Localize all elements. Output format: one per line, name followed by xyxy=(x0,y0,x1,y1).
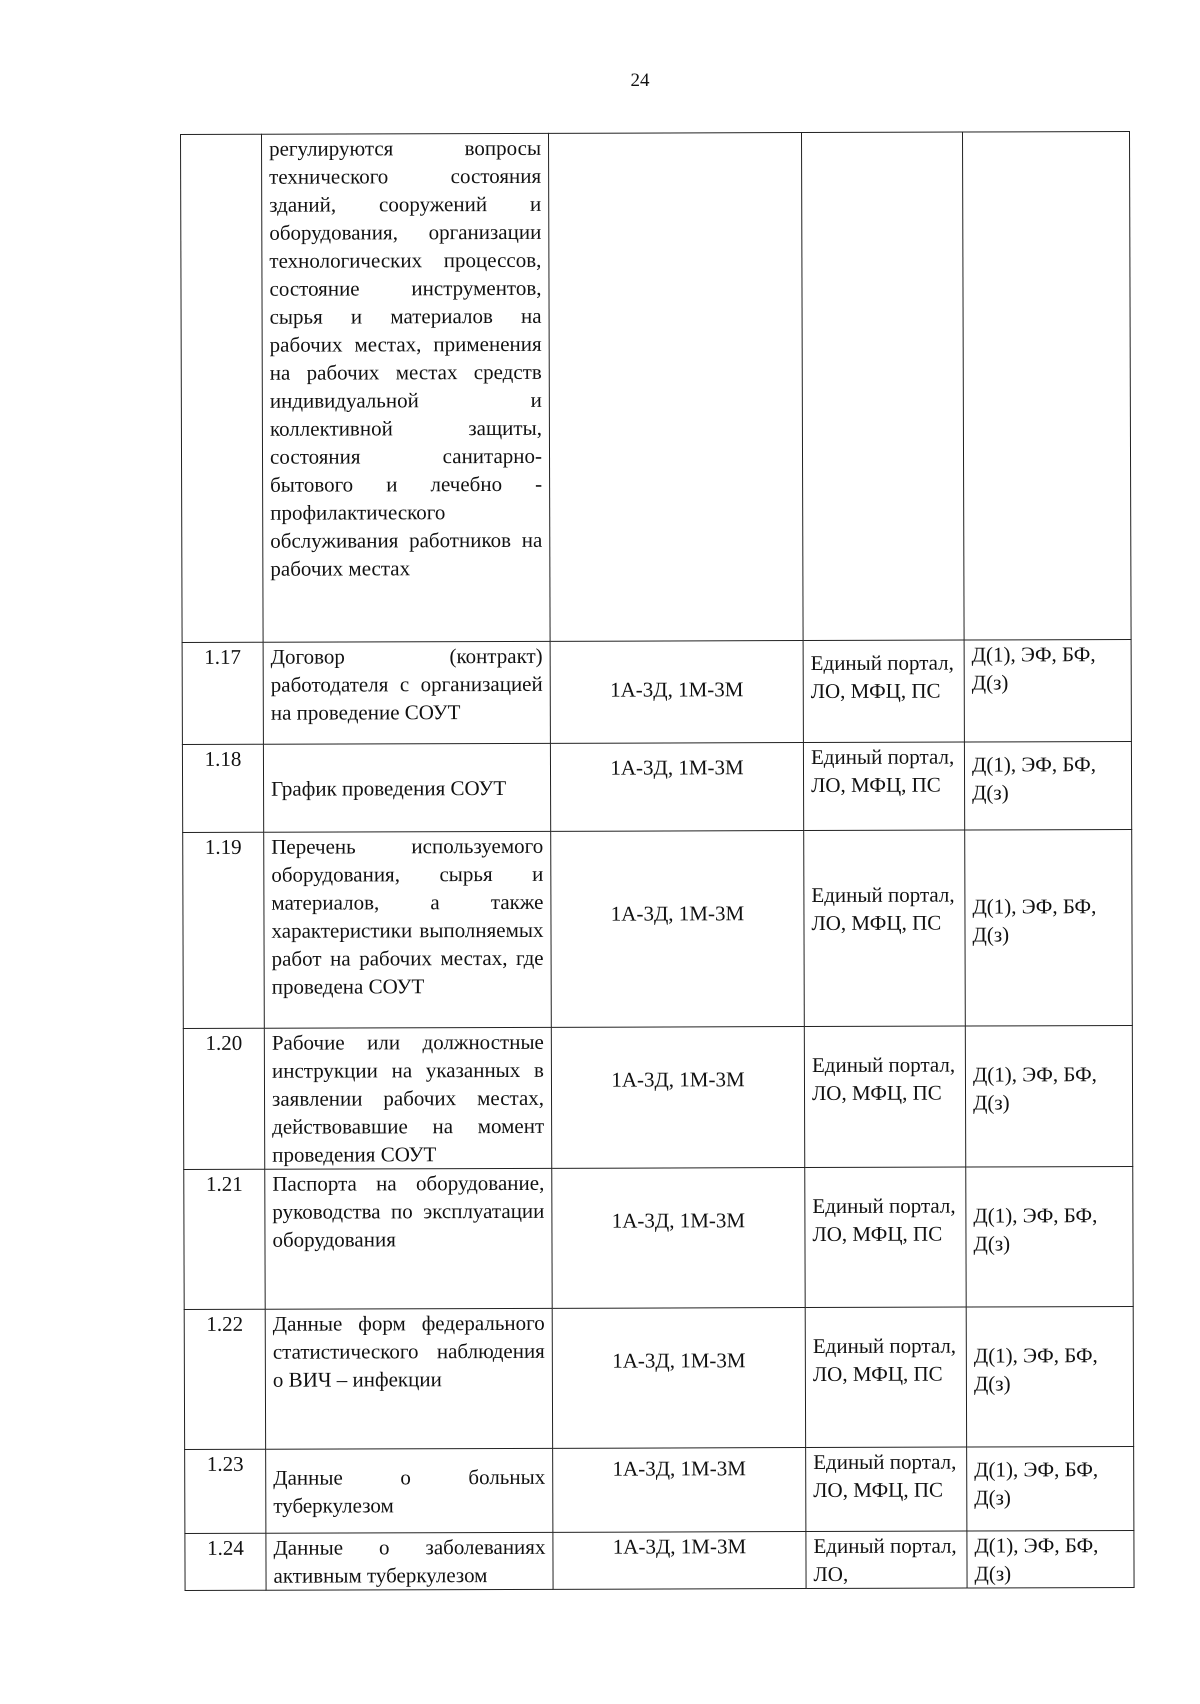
document-description: Перечень используемого оборудования, сырья и материалов, а также характеристики выполняемых работ на рабочих местах, где проведена СОУТ xyxy=(264,831,552,1028)
document-description: Данные о заболеваниях активным туберкулезом xyxy=(266,1532,553,1590)
applicant-codes xyxy=(548,133,803,642)
document-form: Д(1), ЭФ, БФ, Д(з) xyxy=(966,1167,1133,1308)
table-row xyxy=(183,830,1133,1029)
submission-channels: Единый портал, ЛО, МФЦ, ПС xyxy=(803,640,964,743)
document-form xyxy=(962,132,1131,641)
document-form: Д(1), ЭФ, БФ, Д(з) xyxy=(964,742,1131,831)
table-row xyxy=(182,742,1131,833)
applicant-codes: 1А-3Д, 1М-3М xyxy=(552,1308,805,1449)
submission-channels: Единый портал, ЛО, МФЦ, ПС xyxy=(806,1447,967,1532)
document-description: Данные форм федерального статистического наблюдения о ВИЧ – инфекции xyxy=(265,1308,552,1449)
document-description: Паспорта на оборудование, руководства по эксплуатации оборудования xyxy=(265,1168,552,1309)
applicant-codes: 1А-3Д, 1М-3М xyxy=(550,641,803,744)
submission-channels: Единый портал, ЛО, МФЦ, ПС xyxy=(805,1167,966,1308)
row-number: 1.17 xyxy=(182,642,263,744)
applicant-codes: 1А-3Д, 1М-3М xyxy=(553,1532,806,1590)
table-row xyxy=(182,640,1131,745)
document-form: Д(1), ЭФ, БФ, Д(з) xyxy=(965,1026,1132,1168)
row-number: 1.18 xyxy=(182,744,263,832)
table-row xyxy=(184,1307,1133,1450)
row-number: 1.20 xyxy=(183,1028,264,1169)
applicant-codes: 1А-3Д, 1М-3М xyxy=(553,1448,806,1533)
table-row xyxy=(181,132,1132,643)
table-row xyxy=(184,1167,1133,1310)
row-number xyxy=(181,134,264,642)
submission-channels: Единый портал, ЛО, МФЦ, ПС xyxy=(803,742,964,831)
applicant-codes: 1А-3Д, 1М-3М xyxy=(552,1168,805,1309)
document-description: Рабочие или должностные инструкции на указанных в заявлении рабочих местах, действовавшие на момент проведения СОУТ xyxy=(264,1027,551,1169)
submission-channels: Единый портал, ЛО, МФЦ, ПС xyxy=(804,1026,965,1168)
documents-table xyxy=(180,131,1135,1591)
row-number: 1.19 xyxy=(183,832,265,1028)
document-description: График проведения СОУТ xyxy=(263,743,550,832)
document-form: Д(1), ЭФ, БФ, Д(з) xyxy=(965,830,1133,1027)
document-form: Д(1), ЭФ, БФ, Д(з) xyxy=(967,1531,1134,1589)
page-number: 24 xyxy=(630,70,650,91)
document-form: Д(1), ЭФ, БФ, Д(з) xyxy=(967,1447,1134,1532)
document-description: регулируются вопросы технического состояния зданий, сооружений и оборудования, организации технологических процессов, состояние инструментов, сырья и материалов на рабочих местах, применения на рабочих местах средств индивидуальной и коллективной защиты, состояния санитарно-бытового и лечебно - профилактического обслуживания работников на рабочих местах xyxy=(262,133,551,642)
row-number: 1.22 xyxy=(184,1309,265,1449)
row-number: 1.21 xyxy=(184,1169,265,1309)
document-form: Д(1), ЭФ, БФ, Д(з) xyxy=(964,640,1131,743)
row-number: 1.24 xyxy=(185,1533,266,1590)
applicant-codes: 1А-3Д, 1М-3М xyxy=(550,743,803,832)
row-number: 1.23 xyxy=(185,1449,266,1533)
submission-channels: Единый портал, ЛО, МФЦ, ПС xyxy=(805,1307,966,1448)
table-row xyxy=(185,1531,1134,1591)
table-row xyxy=(183,1026,1132,1170)
table-row xyxy=(185,1447,1134,1534)
document-description: Договор (контракт) работодателя с организацией на проведение СОУТ xyxy=(263,641,550,744)
applicant-codes: 1А-3Д, 1М-3М xyxy=(551,831,805,1028)
document-description: Данные о больных туберкулезом xyxy=(266,1448,553,1533)
document-form: Д(1), ЭФ, БФ, Д(з) xyxy=(966,1307,1133,1448)
submission-channels: Единый портал, ЛО, МФЦ, ПС xyxy=(804,830,966,1027)
submission-channels xyxy=(801,132,964,641)
submission-channels: Единый портал, ЛО, xyxy=(806,1531,967,1589)
applicant-codes: 1А-3Д, 1М-3М xyxy=(551,1027,804,1169)
